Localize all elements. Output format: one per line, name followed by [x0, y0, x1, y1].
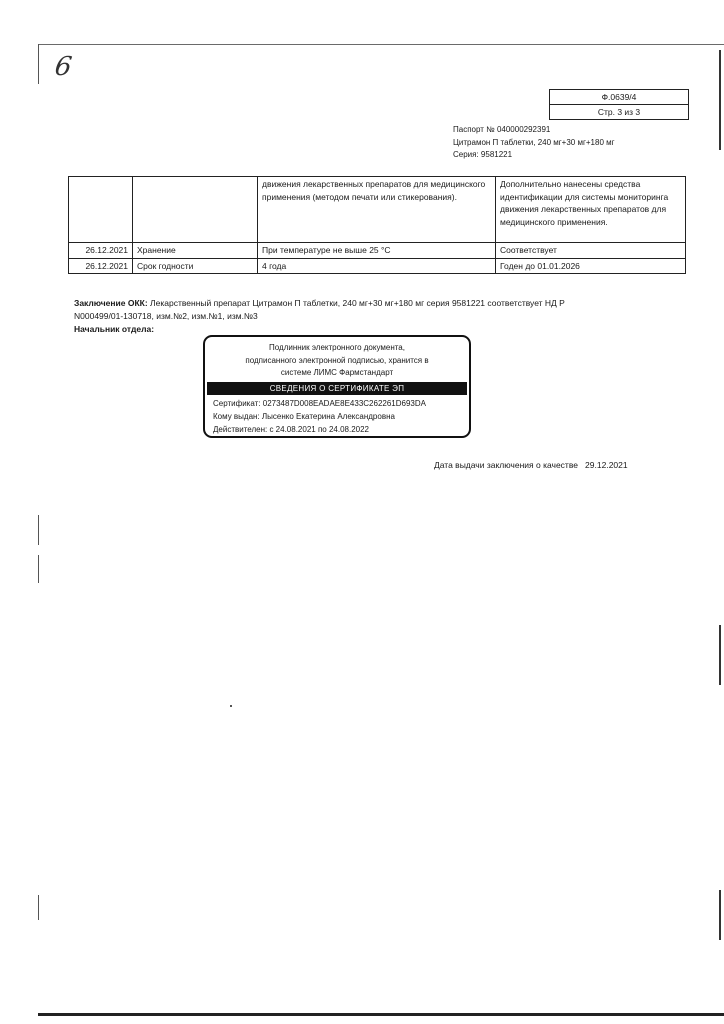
scan-bottom-edge: [38, 1013, 724, 1016]
scan-left-edge-mark: [38, 44, 39, 84]
cell-result: Годен до 01.01.2026: [496, 258, 686, 274]
conclusion-text: [74, 297, 594, 323]
quality-test-table: [68, 176, 686, 274]
quality-conclusion: [74, 297, 594, 336]
cell-date: 26.12.2021: [69, 243, 133, 259]
scan-left-edge-mark: [38, 555, 39, 583]
stamp-certificate-id: Сертификат: 0273487D008EADAE8E433C262261D693DA: [213, 399, 426, 408]
cell-date: [69, 177, 133, 243]
stamp-line-1: Подлинник электронного документа,: [269, 343, 405, 352]
cell-result: Дополнительно нанесены средства идентификации для системы мониторинга движения лекарственных препаратов для медицинского применения.: [496, 177, 686, 243]
scan-speck: [230, 705, 232, 707]
passport-product: Цитрамон П таблетки, 240 мг+30 мг+180 мг: [453, 137, 615, 147]
scan-right-edge-mark: [719, 890, 721, 940]
stamp-line-3: системе ЛИМС Фармстандарт: [280, 368, 394, 377]
table-row: [69, 177, 686, 243]
issue-date: Дата выдачи заключения о качестве 29.12.2021: [434, 460, 628, 470]
cell-result: Соответствует: [496, 243, 686, 259]
cell-test: [133, 177, 258, 243]
cell-requirement: 4 года: [258, 258, 496, 274]
conclusion-label: Заключение ОКК:: [74, 298, 148, 308]
cell-test: Хранение: [133, 243, 258, 259]
scan-left-edge-mark: [38, 515, 39, 545]
passport-info: [453, 124, 615, 162]
cell-date: 26.12.2021: [69, 258, 133, 274]
passport-series: Серия: 9581221: [453, 150, 513, 159]
table-row: [69, 258, 686, 274]
scan-top-edge: [38, 44, 724, 45]
cell-requirement: движения лекарственных препаратов для медицинского применения (методом печати или стикерования).: [258, 177, 496, 243]
form-code: Ф.0639/4: [550, 90, 689, 105]
cell-requirement: При температуре не выше 25 °С: [258, 243, 496, 259]
cell-test: Срок годности: [133, 258, 258, 274]
form-code-box: [549, 89, 689, 120]
scan-right-edge-mark: [719, 625, 721, 685]
scan-right-edge-mark: [719, 50, 721, 150]
table-row: [69, 243, 686, 259]
electronic-signature-stamp: [203, 335, 471, 438]
conclusion-body: Лекарственный препарат Цитрамон П таблетки, 240 мг+30 мг+180 мг серия 9581221 соответствует НД Р N000499/01-130718, изм.№2, изм.№1, изм.№3: [74, 298, 565, 321]
scan-left-edge-mark: [38, 895, 39, 920]
page-number: Стр. 3 из 3: [550, 105, 689, 120]
passport-number: Паспорт № 040000292391: [453, 125, 551, 134]
stamp-validity: Действителен: с 24.08.2021 по 24.08.2022: [213, 425, 369, 434]
stamp-certificate-header: СВЕДЕНИЯ О СЕРТИФИКАТЕ ЭП: [207, 382, 467, 395]
handwritten-page-mark: 6: [52, 52, 74, 82]
head-of-department-label: Начальник отдела:: [74, 324, 155, 334]
stamp-issued-to: Кому выдан: Лысенко Екатерина Александровна: [213, 412, 395, 421]
stamp-line-2: подписанного электронной подписью, хранится в: [245, 356, 429, 365]
